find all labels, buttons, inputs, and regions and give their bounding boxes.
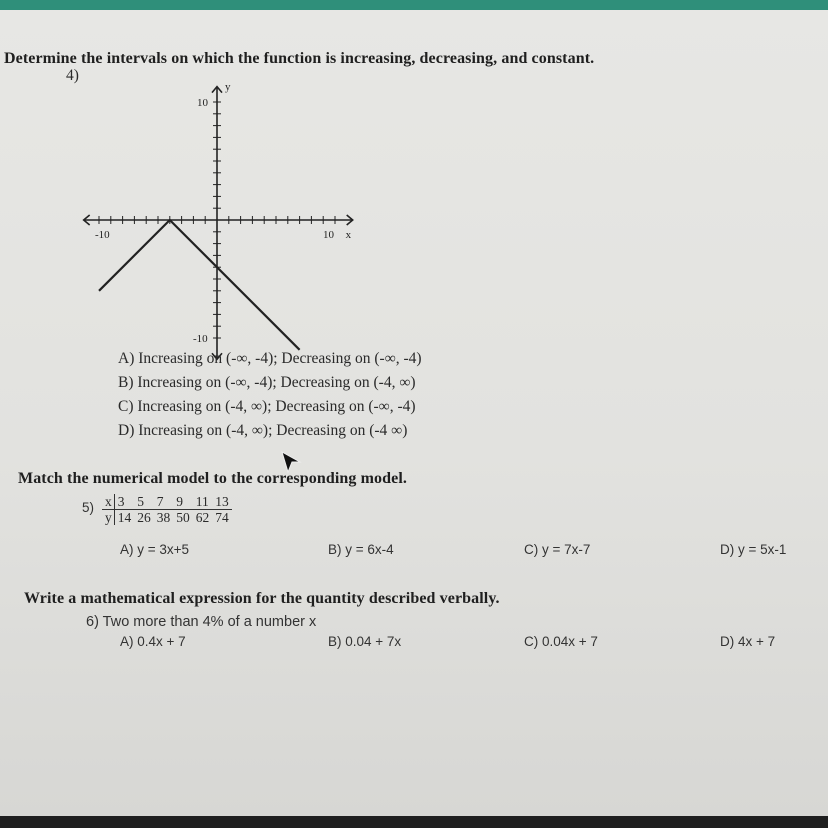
graph-axes — [84, 87, 353, 360]
q5-choice-c[interactable]: C) y = 7x-7 — [524, 542, 591, 557]
table-cell: 9 — [173, 494, 193, 510]
tick-label-x-left: -10 — [95, 229, 110, 241]
tick-label-y-top: 10 — [197, 97, 208, 109]
instruction-heading-1: Determine the intervals on which the function is increasing, decreasing, and constant. — [4, 50, 595, 67]
table-cell: 13 — [212, 494, 232, 510]
question-4-number: 4) — [66, 67, 79, 84]
table-cell: 74 — [215, 510, 229, 525]
xy-table — [102, 494, 232, 525]
q5-choice-a[interactable]: A) y = 3x+5 — [120, 542, 190, 557]
x-axis-label: x — [345, 229, 352, 241]
table-cell: 14 — [117, 510, 132, 525]
question-6-prompt: 6) Two more than 4% of a number x — [86, 614, 317, 630]
table-cell: 11 — [193, 494, 213, 510]
tick-label-x-right: 10 — [323, 229, 334, 241]
q6-choice-a[interactable]: A) 0.4x + 7 — [120, 634, 186, 649]
q6-choice-b[interactable]: B) 0.04 + 7x — [328, 634, 402, 649]
table-cell: 38 — [156, 510, 171, 525]
table-y-header: y — [102, 510, 114, 526]
q4-choice-c[interactable]: C) Increasing on (-4, ∞); Decreasing on (-∞, -4) — [118, 398, 416, 415]
question-5-number: 5) — [82, 500, 95, 515]
table-row-x — [102, 494, 232, 510]
bottom-band — [0, 816, 828, 828]
q6-choice-d[interactable]: D) 4x + 7 — [720, 634, 776, 649]
instruction-heading-3: Write a mathematical expression for the quantity described verbally. — [24, 590, 500, 607]
top-band — [0, 0, 828, 10]
y-axis-label: y — [225, 81, 231, 94]
table-cell: 26 — [137, 510, 151, 525]
q4-choice-b[interactable]: B) Increasing on (-∞, -4); Decreasing on (-4, ∞) — [118, 374, 416, 391]
q5-choice-d[interactable]: D) y = 5x-1 — [720, 542, 787, 557]
q5-choice-b[interactable]: B) y = 6x-4 — [328, 542, 394, 557]
table-cell: 7 — [154, 494, 174, 510]
instruction-heading-2: Match the numerical model to the corresponding model. — [18, 470, 407, 487]
q4-choice-d[interactable]: D) Increasing on (-4, ∞); Decreasing on (-4 ∞) — [118, 422, 408, 439]
table-cell: 5 — [134, 494, 154, 510]
tick-label-y-bottom: -10 — [193, 333, 208, 345]
table-x-header: x — [102, 494, 114, 510]
q6-choice-c[interactable]: C) 0.04x + 7 — [524, 634, 598, 649]
table-cell: 3 — [114, 494, 134, 510]
q4-choice-a[interactable]: A) Increasing on (-∞, -4); Decreasing on (-∞, -4) — [118, 350, 422, 367]
function-line — [99, 220, 300, 350]
table-row-y — [102, 510, 232, 526]
table-cell: 62 — [195, 510, 210, 525]
function-graph — [90, 81, 360, 348]
table-cell: 50 — [176, 510, 190, 525]
